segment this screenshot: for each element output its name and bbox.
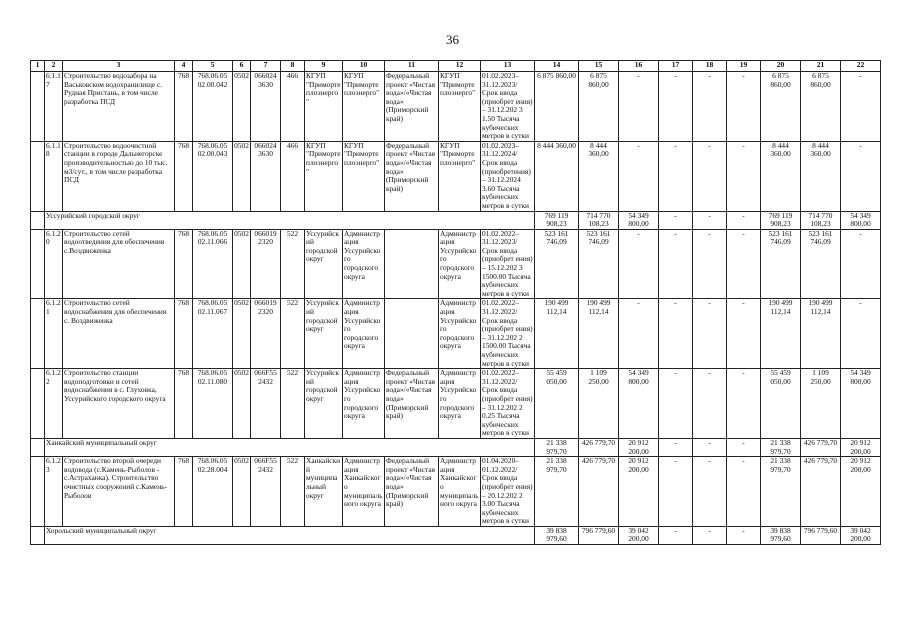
table-cell: 20 912 200,00	[841, 457, 881, 527]
amount-cell: 54 349 800,00	[619, 211, 659, 229]
table-cell	[31, 299, 45, 369]
table-cell: 0502	[233, 141, 251, 211]
table-cell: 8 444 360,00	[579, 141, 619, 211]
table-cell: Администрация Ханкайского муниципального округа	[439, 457, 481, 527]
table-cell: Уссурийский городской округ	[305, 229, 343, 299]
table-cell: 190 499 112,14	[535, 299, 579, 369]
table-cell: 768	[175, 72, 193, 142]
column-number: 19	[727, 61, 761, 72]
table-cell: КГУП "Приморте плоэнерго"	[305, 72, 343, 142]
table-cell: 1 109 250,00	[801, 369, 841, 439]
table-cell: 54 349 800,00	[841, 369, 881, 439]
table-cell: КГУП "Приморте плоэнерго"	[439, 141, 481, 211]
table-cell: -	[693, 457, 727, 527]
amount-cell: 21 338 979,70	[535, 438, 579, 456]
amount-cell: 39 838 979,60	[535, 526, 579, 544]
column-number: 5	[193, 61, 233, 72]
table-cell: 20 912 200,00	[619, 457, 659, 527]
amount-cell: -	[659, 211, 693, 229]
table-cell: 6 875 860,00	[535, 72, 579, 142]
table-cell: -	[659, 299, 693, 369]
table-cell: 426 779,70	[579, 457, 619, 527]
amount-cell: 39 838 979,60	[761, 526, 801, 544]
table-cell: -	[727, 229, 761, 299]
table-cell: 768.06.05 02.11.080	[193, 369, 233, 439]
table-cell: 466	[281, 141, 305, 211]
subtotal-label: Хорольский муниципальный округ	[45, 526, 535, 544]
amount-cell: 39 042 200,00	[841, 526, 881, 544]
amount-cell: -	[693, 211, 727, 229]
table-cell: 522	[281, 369, 305, 439]
table-cell: 190 499 112,14	[579, 299, 619, 369]
table-cell: КГУП "Приморте плоэнерго"	[439, 72, 481, 142]
table-cell: 768.06.05 02.28.004	[193, 457, 233, 527]
table-row	[31, 141, 881, 211]
table-cell	[385, 299, 439, 369]
table-cell: -	[693, 299, 727, 369]
table-cell: 6.1.17	[45, 72, 63, 142]
table-cell: 768	[175, 457, 193, 527]
subtotal-label: Ханкайский муниципальный округ	[45, 438, 535, 456]
table-cell: -	[727, 369, 761, 439]
column-number: 17	[659, 61, 693, 72]
table-cell: 768	[175, 299, 193, 369]
table-cell: -	[841, 72, 881, 142]
column-number: 16	[619, 61, 659, 72]
table-cell: 0502	[233, 229, 251, 299]
table-cell	[31, 457, 45, 527]
amount-cell: 54 349 800,00	[841, 211, 881, 229]
amount-cell: 21 338 979,70	[761, 438, 801, 456]
table-cell: -	[841, 229, 881, 299]
table-cell: 01.02.2022–31.12.2023/ Срок ввода (приобрет ения) – 15.12.202 3 1500.00 Тысяча кубических метров в сутки	[482, 229, 533, 298]
table-cell: -	[841, 299, 881, 369]
table-cell: -	[619, 141, 659, 211]
table-row	[31, 457, 881, 527]
amount-cell: -	[727, 526, 761, 544]
table-cell: Администрация Уссурийского городского округа	[343, 299, 385, 369]
table-cell: -	[693, 369, 727, 439]
table-cell: 01.02.2022–31.12.2022/ Срок ввода (приобрет ения) – 31.12.202 2 0.25 Тысяча кубических метров в сутки	[482, 368, 533, 438]
amount-cell: 426 779,70	[801, 438, 841, 456]
table-cell: Администрация Ханкайского муниципального округа	[343, 457, 385, 527]
table-cell: 523 161 746,09	[535, 229, 579, 299]
table-cell: Строительство второй очереди водовода (с.Камень-Рыболов - с.Астраханка). Строительство очистных сооружений с.Камень-Рыболов	[63, 457, 175, 527]
table-cell: Строительство водоочистной станции в городе Дальнегорске производительностью до 10 тыс. м3/сут., в том числе разработка ПСД	[63, 141, 175, 211]
column-number: 14	[535, 61, 579, 72]
table-cell: 6 875 860,00	[801, 72, 841, 142]
table-cell: Ханкайский муниципальный округ	[305, 457, 343, 527]
table-cell: -	[727, 141, 761, 211]
table-cell: 0502	[233, 457, 251, 527]
subtotal-label: Уссурийский городской округ	[45, 211, 535, 229]
table-cell: 6.1.21	[45, 299, 63, 369]
table-cell: Строительство станции водоподготовки и сетей водоснабжения в с. Глуховка, Уссурийского городского округа	[63, 369, 175, 439]
column-number: 10	[343, 61, 385, 72]
column-number: 9	[305, 61, 343, 72]
column-number: 3	[63, 61, 175, 72]
table-cell: Уссурийский городской округ	[305, 369, 343, 439]
column-number: 12	[439, 61, 481, 72]
table-cell: 21 338 979,70	[535, 457, 579, 527]
table-cell: 066F55 2432	[251, 457, 281, 527]
amount-cell: 796 779,60	[801, 526, 841, 544]
table-cell: -	[841, 141, 881, 211]
table-cell: 768	[175, 229, 193, 299]
table-cell: 768.06.05 02.00.042	[193, 72, 233, 142]
table-cell: КГУП "Приморте плоэнерго"	[305, 141, 343, 211]
column-number: 21	[801, 61, 841, 72]
subtotal-row	[31, 438, 881, 456]
table-cell: 54 349 800,00	[619, 369, 659, 439]
table-cell: Администрация Уссурийского городского округа	[343, 229, 385, 299]
amount-cell: 769 119 908,23	[535, 211, 579, 229]
table-cell: -	[727, 299, 761, 369]
table-cell: 8 444 360,00	[535, 141, 579, 211]
page-number: 36	[446, 32, 459, 47]
table-cell: Федеральный проект «Чистая вода»/«Чистая вода» (Приморский край)	[385, 72, 439, 142]
table-cell: 768.06.05 02.11.066	[193, 229, 233, 299]
column-number: 6	[233, 61, 251, 72]
table-cell: 21 338 979,70	[761, 457, 801, 527]
table-cell: КГУП "Приморте плоэнерго"	[343, 141, 385, 211]
table-row	[31, 72, 881, 142]
table-cell: 426 779,70	[801, 457, 841, 527]
table-cell: 768.06.05 02.11.067	[193, 299, 233, 369]
table-cell: 8 444 360,00	[761, 141, 801, 211]
table-cell: Федеральный проект «Чистая вода»/«Чистая вода» (Приморский край)	[385, 457, 439, 527]
table-cell: 55 459 050,00	[535, 369, 579, 439]
amount-cell: 714 770 108,23	[801, 211, 841, 229]
table-cell: 8 444 360,00	[801, 141, 841, 211]
table-row	[31, 299, 881, 369]
table-cell: 066019 2320	[251, 299, 281, 369]
table-cell: 6.1.18	[45, 141, 63, 211]
table-cell: 522	[281, 299, 305, 369]
column-number: 7	[251, 61, 281, 72]
table-cell: 066024 3630	[251, 72, 281, 142]
amount-cell: -	[727, 438, 761, 456]
table-cell: -	[693, 229, 727, 299]
table-cell: Уссурийский городской округ	[305, 299, 343, 369]
amount-cell: 769 119 908,23	[761, 211, 801, 229]
column-number: 11	[385, 61, 439, 72]
table-cell	[385, 229, 439, 299]
table-cell: 768	[175, 141, 193, 211]
amount-cell: -	[727, 211, 761, 229]
table-row	[31, 229, 881, 299]
table-cell: 523 161 746,09	[761, 229, 801, 299]
table-cell: -	[693, 72, 727, 142]
table-cell: 0502	[233, 72, 251, 142]
table-row	[31, 369, 881, 439]
table-cell: 01.02.2022–31.12.2022/ Срок ввода (приобрет ения) – 31.12.202 2 1500.00 Тысяча кубических метров в сутки	[482, 298, 533, 368]
table-cell: 6 875 860,00	[761, 72, 801, 142]
table-cell: 6.1.22	[45, 369, 63, 439]
table-cell: -	[659, 72, 693, 142]
table-cell: 066F55 2432	[251, 369, 281, 439]
amount-cell: -	[659, 526, 693, 544]
table-cell: Администрация Уссурийского городского округа	[343, 369, 385, 439]
table-cell: Администрация Уссурийского городского округа	[439, 369, 481, 439]
column-number: 15	[579, 61, 619, 72]
table-cell	[31, 369, 45, 439]
table-cell: 190 499 112,14	[761, 299, 801, 369]
amount-cell: -	[693, 526, 727, 544]
table-cell	[31, 211, 45, 229]
table-cell: 523 161 746,09	[579, 229, 619, 299]
table-cell: 523 161 746,09	[801, 229, 841, 299]
amount-cell: -	[659, 438, 693, 456]
table-cell: 768.06.05 02.00.043	[193, 141, 233, 211]
column-number: 18	[693, 61, 727, 72]
table-cell: 466	[281, 72, 305, 142]
table-cell: 1 109 250,00	[579, 369, 619, 439]
subtotal-row	[31, 211, 881, 229]
table-cell: Строительство сетей водоснабжения для обеспечения с. Воздвиженка	[63, 299, 175, 369]
table-cell: -	[659, 369, 693, 439]
column-number: 8	[281, 61, 305, 72]
table-cell: 6 875 860,00	[579, 72, 619, 142]
amount-cell: 426 779,70	[579, 438, 619, 456]
table-cell: 6.1.20	[45, 229, 63, 299]
column-number: 20	[761, 61, 801, 72]
table-cell: Федеральный проект «Чистая вода»/«Чистая вода» (Приморский край)	[385, 369, 439, 439]
table-cell: КГУП "Приморте плоэнерго"	[343, 72, 385, 142]
column-number: 13	[481, 61, 535, 72]
table-cell	[31, 526, 45, 544]
amount-cell: 20 912 200,00	[841, 438, 881, 456]
table-cell: Строительство водозабора на Васьковском водохранилище с. Рудная Пристань, в том числе разработка ПСД	[63, 72, 175, 142]
register-table	[30, 60, 881, 545]
table-cell: -	[727, 72, 761, 142]
table-cell: 0502	[233, 369, 251, 439]
table-cell: -	[727, 457, 761, 527]
table-cell: Федеральный проект «Чистая вода»/«Чистая вода» (Приморский край)	[385, 141, 439, 211]
table-cell: Строительство сетей водоотведения для обеспечения с.Воздвиженка	[63, 229, 175, 299]
table-cell: 190 499 112,14	[801, 299, 841, 369]
table-cell: 01.02.2023–31.12.2024/ Срок ввода (приобретения) – 31.12.2024 3.60 Тысяча кубических метров в сутки	[481, 141, 535, 211]
table-cell: 01.04.2020–01.12.2022/ Срок ввода (приобрет ения) – 20.12.202 2 3.00 Тысяча кубических метров в сутки	[482, 456, 533, 526]
subtotal-row	[31, 526, 881, 544]
table-cell: -	[619, 299, 659, 369]
column-number: 22	[841, 61, 881, 72]
table-cell: 0502	[233, 299, 251, 369]
table-cell: 522	[281, 229, 305, 299]
table-cell	[31, 72, 45, 142]
table-cell: 066019 2320	[251, 229, 281, 299]
column-number: 2	[45, 61, 63, 72]
table-cell: 01.02.2023–31.12.2023/ Срок ввода (приобрет ения) – 31.12.202 3 1.50 Тысяча кубических метров в сутки	[482, 71, 533, 141]
table-cell	[31, 438, 45, 456]
amount-cell: 39 042 200,00	[619, 526, 659, 544]
table-cell: -	[619, 229, 659, 299]
amount-cell: -	[693, 438, 727, 456]
table-cell: -	[619, 72, 659, 142]
table-cell: -	[659, 457, 693, 527]
table-cell: 522	[281, 457, 305, 527]
table-cell: -	[693, 141, 727, 211]
table-cell: 6.1.23	[45, 457, 63, 527]
table-cell: Администрация Уссурийского городского округа	[439, 229, 481, 299]
amount-cell: 796 779,60	[579, 526, 619, 544]
column-number: 4	[175, 61, 193, 72]
table-cell: Администрация Уссурийского городского округа	[439, 299, 481, 369]
table-cell: -	[659, 229, 693, 299]
amount-cell: 714 770 108,23	[579, 211, 619, 229]
table-cell: 066024 3630	[251, 141, 281, 211]
table-cell: 768	[175, 369, 193, 439]
amount-cell: 20 912 200,00	[619, 438, 659, 456]
table-cell: 55 459 050,00	[761, 369, 801, 439]
column-number: 1	[31, 61, 45, 72]
table-cell: -	[659, 141, 693, 211]
header-row	[31, 61, 881, 72]
table-cell	[31, 229, 45, 299]
table-cell	[31, 141, 45, 211]
